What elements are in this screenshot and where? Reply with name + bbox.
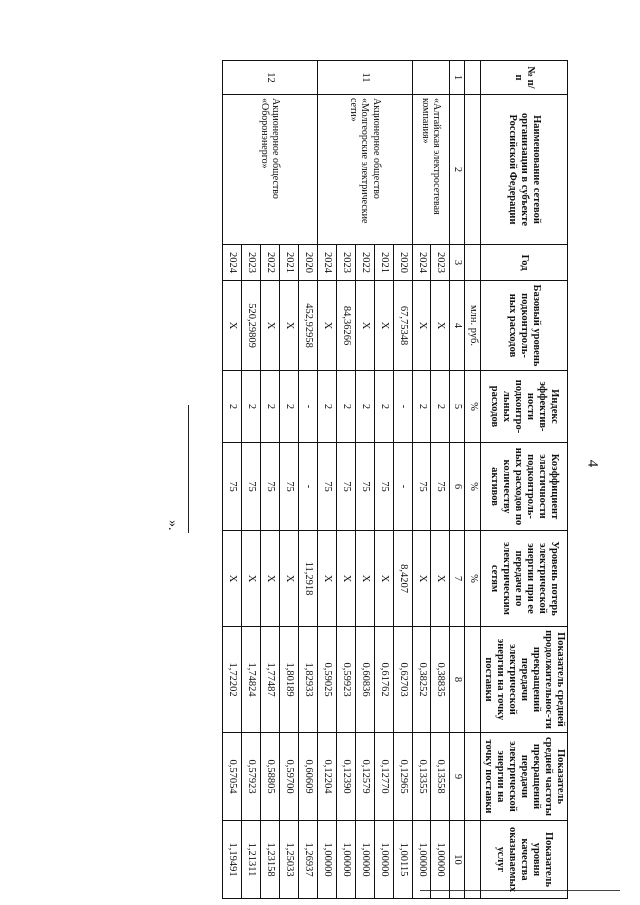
cell-dur: 0,62703 [393,627,412,733]
header-row [480,61,567,899]
cell-base: X [374,281,393,371]
cell-qual: 1,00000 [431,821,450,899]
header-cell: Базовый уровень подконтроль-ных расходов [480,281,567,371]
closing-mark: ». [165,520,180,531]
header-cell: Коэффициент эластичности подконтроль-ных расходов по количеству активов [480,443,567,531]
cell-year: 2023 [431,245,450,281]
cell-freq: 0,13355 [412,733,431,821]
cell-freq: 0,60609 [298,733,317,821]
cell-qual: 1,00000 [374,821,393,899]
cell-year: 2021 [374,245,393,281]
cell-coef: 75 [279,443,298,531]
cell-coef: 75 [260,443,279,531]
cell-freq: 0,12204 [317,733,336,821]
cell-loss: X [431,531,450,627]
cell-dur: 1,80189 [279,627,298,733]
cell-freq: 0,57923 [241,733,260,821]
cell-freq: 0,58805 [260,733,279,821]
cell-org: Акционерное общество «Молгеорские электрические сети» [317,95,412,245]
cell-loss: 8,4207 [393,531,412,627]
cell-coef: 75 [431,443,450,531]
cell-base: X [260,281,279,371]
cell-idx: - [298,371,317,443]
cell-year: 2022 [260,245,279,281]
cell-qual: 1,21311 [241,821,260,899]
table-body [223,61,450,899]
cell-loss: X [412,531,431,627]
cell-dur: 0,59923 [336,627,355,733]
unit-cell [465,627,480,733]
cell-base: 67,75348 [393,281,412,371]
cell-dur: 1,77487 [260,627,279,733]
units-row [465,61,480,899]
cell-dur: 0,38835 [431,627,450,733]
header-cell: Год [480,245,567,281]
column-number-row [450,61,465,899]
cell-dur: 0,38252 [412,627,431,733]
cell-idx: 2 [374,371,393,443]
cell-idx: - [393,371,412,443]
cell-num: 11 [317,61,412,95]
cell-idx: 2 [223,371,242,443]
cell-idx: 2 [355,371,374,443]
cell-freq: 0,57054 [223,733,242,821]
cell-base: X [223,281,242,371]
col-number: 2 [450,95,465,245]
page-number: 4 [584,459,601,468]
cell-idx: 2 [317,371,336,443]
cell-qual: 1,00000 [336,821,355,899]
col-number: 6 [450,443,465,531]
cell-coef: 75 [241,443,260,531]
cell-base: X [431,281,450,371]
closing-rule [188,405,189,533]
cell-dur: 1,82933 [298,627,317,733]
cell-loss: X [374,531,393,627]
cell-year: 2022 [355,245,374,281]
cell-loss: X [336,531,355,627]
cell-freq: 0,59700 [279,733,298,821]
header-cell: Индекс эффектив-ности подконтро-льных расходов [480,371,567,443]
cell-org: «Алтайская электросетевая компания» [412,95,450,245]
cell-base: X [412,281,431,371]
cell-coef: - [393,443,412,531]
col-number: 5 [450,371,465,443]
cell-loss: X [241,531,260,627]
cell-dur: 1,74824 [241,627,260,733]
header-cell: Наименование сетевой организации в субъекте Российской Федерации [480,95,567,245]
cell-freq: 0,12770 [374,733,393,821]
unit-cell [465,61,480,95]
cell-loss: X [355,531,374,627]
cell-qual: 1,23158 [260,821,279,899]
cell-coef: 75 [412,443,431,531]
header-cell: Уровень потерь электрической энергии при ее передаче по электрическим сетям [480,531,567,627]
cell-loss: 11,2918 [298,531,317,627]
cell-base: 84,36266 [336,281,355,371]
header-cell: № п/п [480,61,567,95]
cell-loss: X [260,531,279,627]
cell-dur: 0,61762 [374,627,393,733]
col-number: 4 [450,281,465,371]
cell-dur: 0,60836 [355,627,374,733]
col-number: 10 [450,821,465,899]
cell-coef: 75 [355,443,374,531]
cell-qual: 1,25033 [279,821,298,899]
unit-cell [465,95,480,245]
cell-year: 2023 [336,245,355,281]
cell-idx: 2 [431,371,450,443]
cell-num: 12 [223,61,318,95]
cell-num [412,61,450,95]
cell-qual: 1,00000 [412,821,431,899]
cell-freq: 0,13558 [431,733,450,821]
unit-cell [465,245,480,281]
table-row [393,61,412,899]
tariff-table [222,60,568,899]
header-cell: Показатель средней частоты прекращений передачи электрической энергии на точку поставки [480,733,567,821]
cell-year: 2024 [412,245,431,281]
cell-org: Акционерное общество «Оборонэнерго» [223,95,318,245]
cell-coef: 75 [317,443,336,531]
cell-idx: 2 [412,371,431,443]
cell-qual: 1,00115 [393,821,412,899]
unit-cell: млн. руб. [465,281,480,371]
cell-base: X [355,281,374,371]
cell-freq: 0,12579 [355,733,374,821]
cell-freq: 0,12390 [336,733,355,821]
cell-qual: 1,00000 [317,821,336,899]
cell-loss: X [223,531,242,627]
cell-idx: 2 [241,371,260,443]
cell-base: X [279,281,298,371]
cell-base: X [317,281,336,371]
tariff-table-rotated [222,60,568,898]
cell-year: 2021 [279,245,298,281]
cell-qual: 1,00000 [355,821,374,899]
cell-idx: 2 [336,371,355,443]
cell-qual: 1,19491 [223,821,242,899]
col-number: 8 [450,627,465,733]
cell-year: 2020 [393,245,412,281]
col-number: 7 [450,531,465,627]
header-cell: Показатель средней продолжительнос-ти прекращений передачи электрической энергии на точку поставки [480,627,567,733]
cell-qual: 1,26937 [298,821,317,899]
cell-loss: X [279,531,298,627]
cell-loss: X [317,531,336,627]
cell-coef: 75 [223,443,242,531]
cell-coef: 75 [336,443,355,531]
unit-cell: % [465,443,480,531]
header-cell: Показатель уровня качества оказываемых услуг [480,821,567,899]
cell-base: 452,92958 [298,281,317,371]
cell-dur: 1,72202 [223,627,242,733]
cell-year: 2023 [241,245,260,281]
cell-year: 2024 [223,245,242,281]
cell-freq: 0,12965 [393,733,412,821]
cell-coef: - [298,443,317,531]
col-number: 3 [450,245,465,281]
cell-idx: 2 [279,371,298,443]
col-number: 9 [450,733,465,821]
cell-coef: 75 [374,443,393,531]
unit-cell [465,733,480,821]
col-number: 1 [450,61,465,95]
table-row [431,61,450,899]
cell-year: 2024 [317,245,336,281]
cell-base: 520,29809 [241,281,260,371]
cell-year: 2020 [298,245,317,281]
unit-cell: % [465,371,480,443]
table-row [298,61,317,899]
unit-cell [465,821,480,899]
unit-cell: % [465,531,480,627]
cell-idx: 2 [260,371,279,443]
cell-dur: 0,59025 [317,627,336,733]
